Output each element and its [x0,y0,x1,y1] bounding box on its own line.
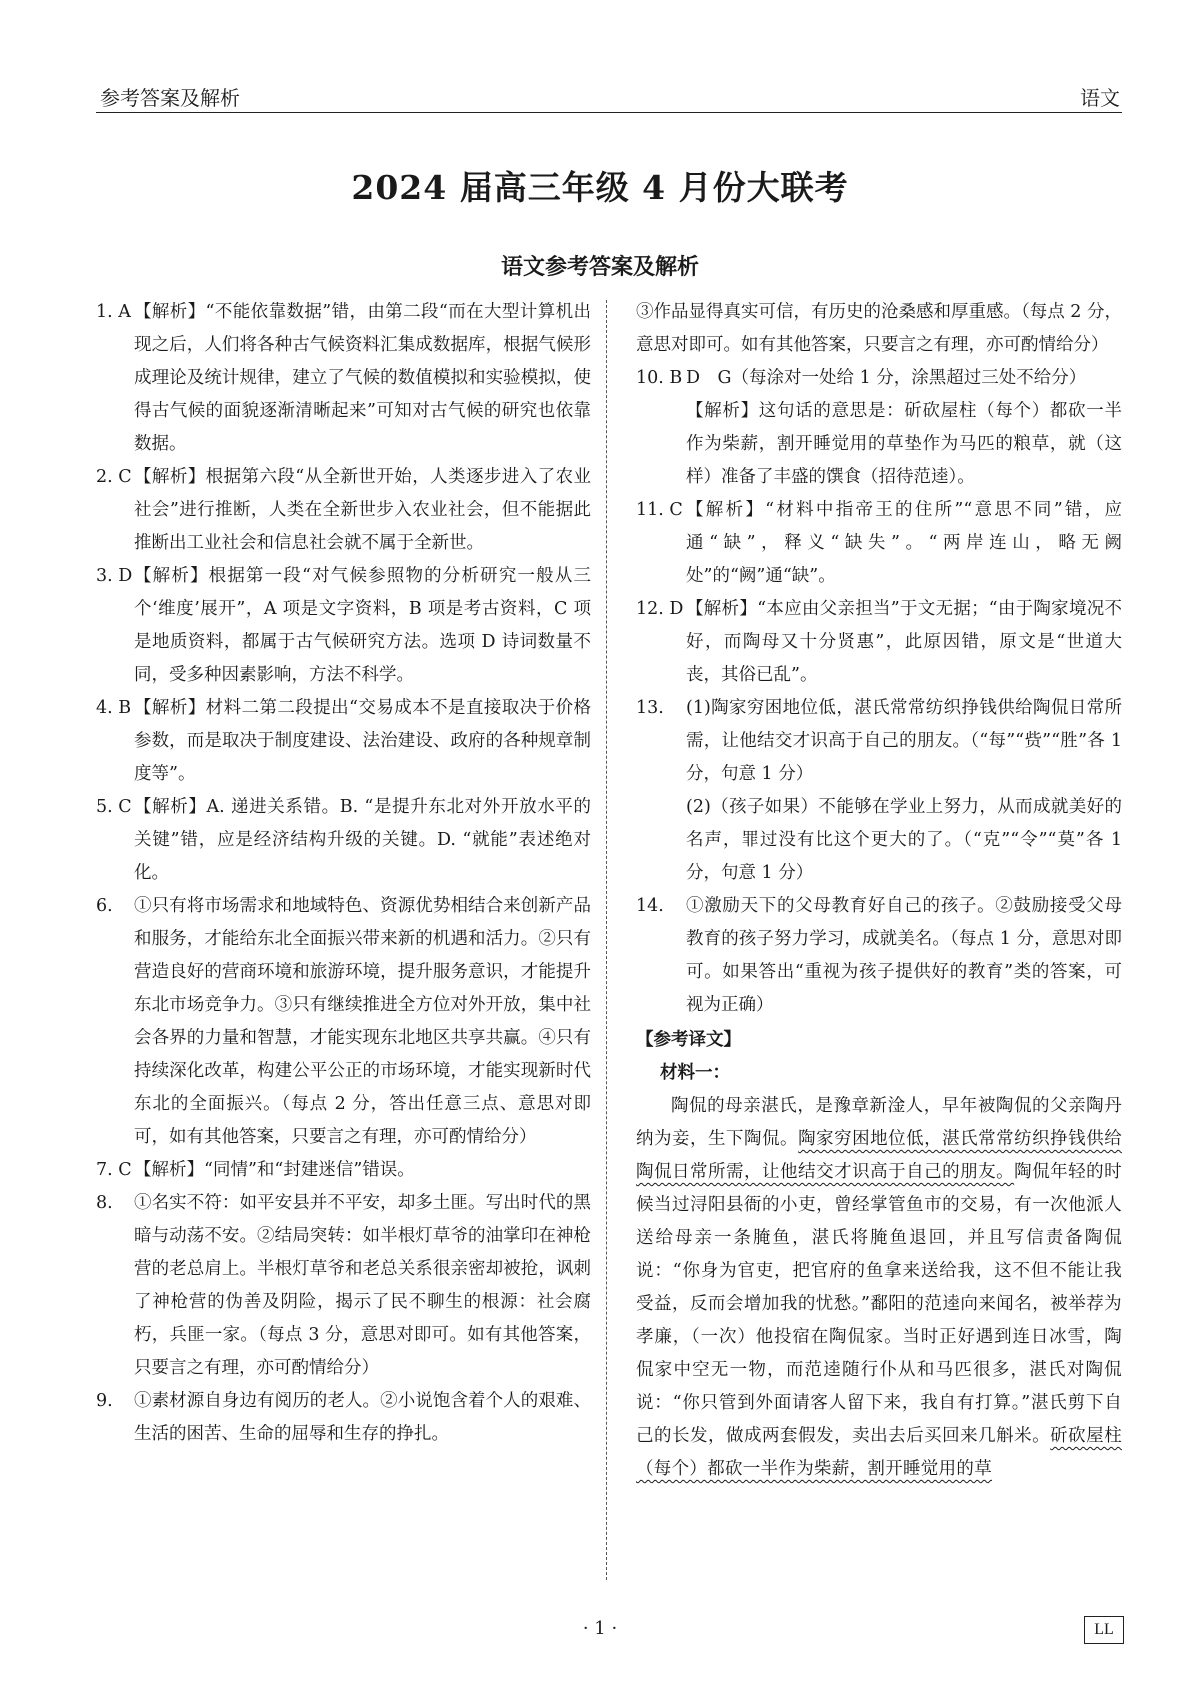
answer-text: 【解析】“材料中指帝王的住所”“意思不同”错，应通“缺”，释义“缺失”。“两岸连山，略无阙处”的“阙”通“缺”。 [686,500,1122,586]
answer-item [96,461,591,560]
column-divider [606,300,607,1580]
answer-text: 【解析】“不能依靠数据”错，由第二段“而在大型计算机出现之后，人们将各种古气候资料汇集成数据库，根据气候形成理论及统计规律，建立了气候的数值模拟和实验模拟，使得古气候的面貌逐渐清晰起来”可知对古气候的研究也依靠数据。 [134,302,591,454]
page-subtitle: 语文参考答案及解析 [500,254,699,280]
page-header [96,82,1122,112]
answer-item [636,593,1122,692]
translation-subheading: 材料一： [660,1063,730,1083]
answer-text: ①只有将市场需求和地域特色、资源优势相结合来创新产品和服务，才能给东北全面振兴带来新的机遇和活力。②只有营造良好的营商环境和旅游环境，提升服务意识，才能提升东北市场竞争力。③只有继续推进全方位对外开放，集中社会各界的力量和智慧，才能实现东北地区共享共赢。④只有持续深化改革，构建公平公正的市场环境，才能实现新时代东北的全面振兴。（每点 2 分，答出任意三点、意思对即可，如有其他答案，只要言之有理，亦可酌情给分） [134,896,591,1147]
answer-number: 9. [96,1391,113,1411]
answer-text: D G（每涂对一处给 1 分，涂黑超过三处不给分） [686,368,1087,388]
answer-text: 【解析】A. 递进关系错。B. “是提升东北对外开放水平的关键”错，应是经济结构升级的关键。D. “就能”表述绝对化。 [134,797,591,883]
answer-text: 【解析】“同情”和“封建迷信”错误。 [134,1160,415,1180]
answer-item [96,791,591,890]
answer-item [96,1154,591,1187]
answer-explanation [636,791,1122,890]
answer-number: 1. A [96,302,131,322]
left-column [96,296,591,1451]
answer-text: 【解析】“本应由父亲担当”于文无据；“由于陶家境况不好，而陶母又十分贤惠”，此原因错，原文是“世道大丧，其俗已乱”。 [686,599,1122,685]
answer-number: 10. B [636,368,683,388]
page-number: · 1 · [582,1618,618,1639]
answer-explanation [636,395,1122,494]
answer-number: 6. [96,896,113,916]
answer-text: 【解析】材料二第二段提出“交易成本不是直接取决于价格参数，而是取决于制度建设、法治建设、政府的各种规章制度等”。 [134,698,591,784]
answer-item [636,494,1122,593]
header-rule [96,112,1122,113]
answer-text: ①激励天下的父母教育好自己的孩子。②鼓励接受父母教育的孩子努力学习，成就美名。（每点 1 分，意思对即可。如果答出“重视为孩子提供好的教育”类的答案，可视为正确） [686,896,1122,1015]
answer-number: 14. [636,896,664,916]
answer-item [96,890,591,1154]
answer-text: ①素材源自身边有阅历的老人。②小说饱含着个人的艰难、生活的困苦、生命的屈辱和生存的挣扎。 [134,1391,591,1444]
answer-item [96,296,591,461]
answer-text: ①名实不符：如平安县并不平安，却多土匪。写出时代的黑暗与动荡不安。②结局突转：如半根灯草爷的油掌印在神枪营的老总肩上。半根灯草爷和老总关系很亲密却被抢，讽刺了神枪营的伪善及阴险，揭示了民不聊生的根源：社会腐朽，兵匪一家。（每点 3 分，意思对即可。如有其他答案，只要言之有理，亦可酌情给分） [134,1193,591,1378]
answer-number: 4. B [96,698,132,718]
page-title: 2024 届高三年级 4 月份大联考 [351,168,849,207]
answer-text: (1)陶家穷困地位低，湛氏常常纺织挣钱供给陶侃日常所需，让他结交才识高于自己的朋友。（“每”“赀”“胜”各 1 分，句意 1 分） [686,698,1122,784]
edition-badge: LL [1084,1616,1124,1644]
translation-text: 陶侃年轻的时候当过浔阳县衙的小吏，曾经掌管鱼市的交易，有一次他派人送给母亲一条腌鱼，湛氏将腌鱼退回，并且写信责备陶侃说：“你身为官吏，把官府的鱼拿来送给我，这不但不能让我受益，反而会增加我的忧愁。”鄱阳的范逵向来闻名，被举荐为孝廉，（一次）他投宿在陶侃家。当时正好遇到连日冰雪，陶侃家中空无一物，而范逵随行仆从和马匹很多，湛氏对陶侃说：“你只管到外面请客人留下来，我自有打算。”湛氏剪下自己的长发，做成两套假发，卖出去后买回来几斛米。 [636,1162,1122,1446]
answer-number: 13. [636,698,664,718]
answer-text: 【解析】根据第六段“从全新世开始，人类逐步进入了农业社会”进行推断，人类在全新世步入农业社会，但不能据此推断出工业社会和信息社会就不属于全新世。 [134,467,591,553]
answer-number: 8. [96,1193,113,1213]
answer-number: 3. D [96,566,133,586]
answer-text: 【解析】这句话的意思是：斫砍屋柱（每个）都砍一半作为柴薪，割开睡觉用的草垫作为马匹的粮草，就（这样）准备了丰盛的馔食（招待范逵）。 [686,401,1122,487]
answer-number: 2. C [96,467,132,487]
answer-number: 11. C [636,500,683,520]
right-column [636,296,1122,1486]
answer-number: 12. D [636,599,684,619]
answer-text: 【解析】根据第一段“对气候参照物的分析研究一般从三个‘维度’展开”，A 项是文字资料，B 项是考古资料，C 项是地质资料，都属于古气候研究方法。选项 D 诗词数量不同，受多种因素影响，方法不科学。 [134,566,591,685]
answer-item [96,560,591,692]
translation-paragraph [636,1090,1122,1486]
answer-item [636,890,1122,1022]
answer-item [636,692,1122,791]
answer-item [96,1385,591,1451]
translation-underlined: 斫砍屋柱（每个）都砍一半作为柴薪，割开睡觉用的草 [636,1426,1122,1479]
answer-continuation: ③作品显得真实可信，有历史的沧桑感和厚重感。（每点 2 分，意思对即可。如有其他答案，只要言之有理，亦可酌情给分） [636,302,1123,355]
answer-item [96,692,591,791]
translation-heading: 【参考译文】 [636,1030,741,1050]
answer-item [96,1187,591,1385]
header-left: 参考答案及解析 [100,86,240,110]
answer-item [636,362,1122,395]
answer-text: (2)（孩子如果）不能够在学业上努力，从而成就美好的名声，罪过没有比这个更大的了。（“克”“令”“莫”各 1 分，句意 1 分） [686,797,1122,883]
translation-text: 陶侃的母亲湛氏，是豫章新淦人，早年被陶侃的父亲陶丹纳为妾，生下陶侃。 [636,1096,1122,1149]
answer-number: 7. C [96,1160,132,1180]
answer-number: 5. C [96,797,132,817]
translation-underlined: 陶家穷困地位低，湛氏常常纺织挣钱供给陶侃日常所需，让他结交才识高于自己的朋友。 [636,1129,1123,1182]
header-subject: 语文 [1080,86,1120,110]
